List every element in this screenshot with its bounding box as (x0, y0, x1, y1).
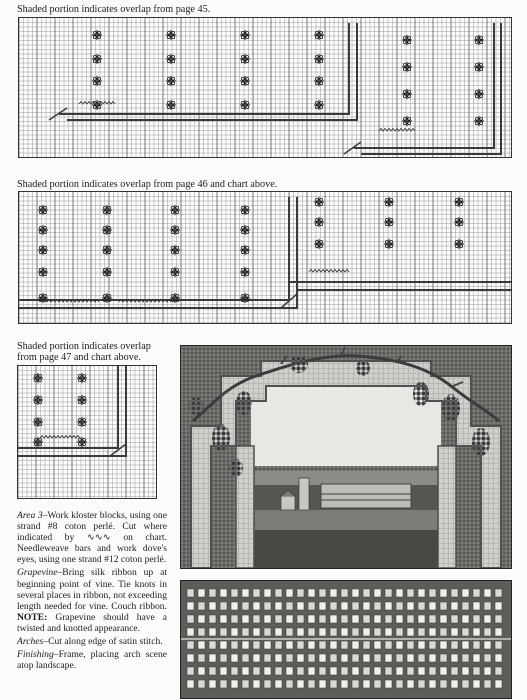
kloster-opening (308, 641, 315, 649)
kloster-opening (352, 667, 359, 675)
kloster-opening (385, 589, 392, 597)
kloster-opening (330, 667, 337, 675)
kloster-opening (451, 667, 458, 675)
kloster-opening (495, 602, 502, 610)
kloster-opening (253, 680, 260, 688)
kloster-opening (429, 628, 436, 636)
kloster-opening (495, 680, 502, 688)
kloster-opening (429, 602, 436, 610)
kloster-opening (275, 602, 282, 610)
dove-eye-motif (170, 245, 180, 255)
kloster-opening (264, 680, 271, 688)
kloster-opening (198, 589, 205, 597)
kloster-opening (231, 680, 238, 688)
kloster-opening (451, 641, 458, 649)
dove-eye-motif (33, 437, 43, 447)
kloster-opening (264, 589, 271, 597)
dove-eye-motif (102, 225, 112, 235)
dove-eye-motif (38, 245, 48, 255)
kloster-opening (462, 628, 469, 636)
kloster-opening (440, 680, 447, 688)
chart1-caption: Shaded portion indicates overlap from page 45. (17, 4, 211, 15)
kloster-opening (363, 654, 370, 662)
kloster-opening (418, 654, 425, 662)
kloster-opening (374, 615, 381, 623)
kloster-opening (374, 654, 381, 662)
kloster-opening (286, 680, 293, 688)
kloster-opening (396, 680, 403, 688)
kloster-opening (440, 654, 447, 662)
kloster-opening (484, 589, 491, 597)
kloster-opening (253, 615, 260, 623)
kloster-opening (220, 654, 227, 662)
kloster-opening (363, 615, 370, 623)
arches-instruction (17, 636, 167, 647)
kloster-opening (429, 641, 436, 649)
cut-symbol: ∿∿∿ (86, 532, 111, 544)
kloster-opening (187, 602, 194, 610)
grapevine-note-text: Grapevine should have a twisted and knotted appearance. (17, 611, 167, 634)
kloster-opening (330, 680, 337, 688)
kloster-opening (264, 667, 271, 675)
chart1-grid (18, 17, 512, 158)
chart2-caption: Shaded portion indicates overlap from page 46 and chart above. (17, 179, 278, 190)
kloster-opening (484, 654, 491, 662)
dove-eye-motif (314, 54, 324, 64)
kloster-opening (231, 667, 238, 675)
kloster-opening (231, 615, 238, 623)
kloster-opening (385, 680, 392, 688)
dove-eye-motif (102, 293, 112, 303)
kloster-opening (242, 654, 249, 662)
kloster-opening (220, 680, 227, 688)
kloster-opening (198, 602, 205, 610)
kloster-opening (308, 680, 315, 688)
kloster-opening (484, 615, 491, 623)
kloster-opening (374, 667, 381, 675)
dove-eye-motif (170, 293, 180, 303)
kloster-opening (341, 615, 348, 623)
chart2-drawing (19, 192, 511, 323)
kloster-opening (451, 628, 458, 636)
kloster-opening (385, 602, 392, 610)
kloster-opening (352, 602, 359, 610)
dove-eye-motif (314, 76, 324, 86)
kloster-opening (264, 654, 271, 662)
kloster-opening (231, 602, 238, 610)
kloster-opening (220, 667, 227, 675)
kloster-opening (418, 602, 425, 610)
kloster-opening (286, 589, 293, 597)
kloster-opening (275, 641, 282, 649)
kloster-opening (473, 628, 480, 636)
kloster-opening (407, 628, 414, 636)
dove-eye-motif (102, 205, 112, 215)
kloster-opening (363, 628, 370, 636)
kloster-opening (396, 641, 403, 649)
kloster-opening (209, 615, 216, 623)
kloster-opening (253, 654, 260, 662)
kloster-opening (198, 628, 205, 636)
dove-eye-motif (102, 245, 112, 255)
arches-text: –Cut along edge of satin stitch. (43, 636, 163, 648)
kloster-opening (330, 589, 337, 597)
kloster-opening (495, 641, 502, 649)
kloster-opening (187, 628, 194, 636)
kloster-opening (462, 641, 469, 649)
kloster-opening (374, 680, 381, 688)
kloster-opening (451, 654, 458, 662)
kloster-opening (275, 589, 282, 597)
kloster-opening (209, 667, 216, 675)
satin-stitch-border (67, 23, 357, 120)
kloster-opening (429, 680, 436, 688)
kloster-opening (473, 680, 480, 688)
kloster-opening (198, 667, 205, 675)
kloster-opening (286, 641, 293, 649)
kloster-opening (286, 654, 293, 662)
kloster-opening (495, 615, 502, 623)
kloster-opening (319, 680, 326, 688)
kloster-opening (209, 654, 216, 662)
kloster-opening (418, 615, 425, 623)
kloster-opening (495, 628, 502, 636)
kloster-opening (440, 641, 447, 649)
kloster-opening (187, 667, 194, 675)
dove-eye-motif (314, 217, 324, 227)
kloster-opening (352, 628, 359, 636)
kloster-opening (385, 654, 392, 662)
kloster-opening (319, 641, 326, 649)
kloster-opening (198, 615, 205, 623)
kloster-opening (396, 602, 403, 610)
kloster-opening (495, 654, 502, 662)
dove-eye-motif (33, 395, 43, 405)
kloster-opening (231, 641, 238, 649)
kloster-opening (473, 615, 480, 623)
kloster-opening (297, 602, 304, 610)
kloster-opening (198, 641, 205, 649)
kloster-opening (220, 602, 227, 610)
dove-eye-motif (314, 239, 324, 249)
kloster-opening (363, 667, 370, 675)
kloster-opening (418, 667, 425, 675)
finishing-term: Finishing (17, 649, 54, 661)
kloster-opening (242, 628, 249, 636)
chart2-grid (18, 191, 512, 324)
kloster-opening (242, 680, 249, 688)
kloster-opening (440, 589, 447, 597)
kloster-opening (473, 654, 480, 662)
kloster-opening (220, 641, 227, 649)
kloster-opening (187, 680, 194, 688)
kloster-opening (209, 628, 216, 636)
dove-eye-motif (314, 100, 324, 110)
kloster-opening (429, 615, 436, 623)
chart3-drawing (18, 366, 156, 498)
kloster-opening (418, 641, 425, 649)
kloster-opening (385, 667, 392, 675)
kloster-opening (352, 641, 359, 649)
finishing-instruction (17, 649, 167, 671)
kloster-opening (264, 602, 271, 610)
dove-eye-motif (170, 225, 180, 235)
dove-eye-motif (170, 205, 180, 215)
kloster-opening (473, 667, 480, 675)
kloster-opening (363, 641, 370, 649)
kloster-opening (319, 589, 326, 597)
kloster-opening (418, 589, 425, 597)
kloster-opening (462, 602, 469, 610)
kloster-opening (187, 654, 194, 662)
kloster-opening (473, 602, 480, 610)
kloster-opening (308, 667, 315, 675)
dove-eye-motif (33, 373, 43, 383)
kloster-opening (275, 667, 282, 675)
grapevine-instruction (17, 567, 167, 634)
kloster-opening (187, 589, 194, 597)
kloster-opening (374, 602, 381, 610)
kloster-opening (396, 628, 403, 636)
area3-text-cont: on chart. Needleweave bars and work dove's eyes, using one strand #12 coton perlé. (17, 532, 167, 566)
kloster-opening (440, 615, 447, 623)
kloster-opening (297, 680, 304, 688)
kloster-opening (187, 615, 194, 623)
kloster-opening (242, 589, 249, 597)
kloster-opening (429, 667, 436, 675)
kloster-opening (363, 589, 370, 597)
kloster-opening (308, 602, 315, 610)
kloster-opening (242, 615, 249, 623)
kloster-opening (341, 589, 348, 597)
kloster-opening (198, 654, 205, 662)
kloster-opening (297, 589, 304, 597)
kloster-opening (275, 628, 282, 636)
kloster-opening (330, 602, 337, 610)
kloster-opening (341, 654, 348, 662)
kloster-opening (242, 641, 249, 649)
kloster-opening (187, 641, 194, 649)
kloster-opening (264, 641, 271, 649)
kloster-opening (451, 680, 458, 688)
kloster-opening (352, 654, 359, 662)
kloster-opening (495, 667, 502, 675)
stitching-instructions (17, 510, 167, 673)
kloster-opening (407, 615, 414, 623)
dove-eye-motif (38, 205, 48, 215)
kloster-opening (209, 680, 216, 688)
kloster-opening (275, 680, 282, 688)
kloster-opening (275, 615, 282, 623)
kloster-opening (418, 680, 425, 688)
cut-line (40, 436, 80, 439)
kloster-opening (341, 602, 348, 610)
kloster-opening (352, 680, 359, 688)
kloster-opening (308, 654, 315, 662)
kloster-opening (264, 615, 271, 623)
kloster-opening (407, 641, 414, 649)
kloster-opening (286, 667, 293, 675)
kloster-opening (429, 589, 436, 597)
kloster-opening (286, 602, 293, 610)
kloster-opening (330, 654, 337, 662)
dove-eye-motif (38, 293, 48, 303)
kloster-opening (231, 654, 238, 662)
dove-eye-motif (92, 76, 102, 86)
kloster-opening (440, 628, 447, 636)
grapevine-note-label: NOTE: (17, 611, 48, 623)
finishing-text: –Frame, placing arch scene atop landscape. (17, 649, 167, 672)
kloster-opening (253, 641, 260, 649)
kloster-opening (231, 628, 238, 636)
kloster-opening (319, 667, 326, 675)
grapevine-term: Grapevine (17, 567, 58, 579)
kloster-opening (330, 615, 337, 623)
kloster-opening (462, 589, 469, 597)
kloster-opening (220, 615, 227, 623)
kloster-opening (319, 602, 326, 610)
chart3-caption-line1: Shaded portion indicates overlap (17, 341, 151, 352)
kloster-opening (341, 667, 348, 675)
kloster-opening (440, 667, 447, 675)
kloster-opening (242, 602, 249, 610)
kloster-opening (286, 615, 293, 623)
kloster-opening (429, 654, 436, 662)
kloster-opening (385, 615, 392, 623)
kloster-opening (462, 667, 469, 675)
kloster-opening (209, 589, 216, 597)
dove-eye-motif (92, 54, 102, 64)
kloster-opening (418, 628, 425, 636)
kloster-opening (495, 589, 502, 597)
kloster-opening (374, 641, 381, 649)
dove-eye-motif (33, 417, 43, 427)
kloster-opening (363, 680, 370, 688)
kloster-opening (319, 654, 326, 662)
kloster-opening (352, 589, 359, 597)
kloster-opening (462, 615, 469, 623)
kloster-opening (484, 641, 491, 649)
kloster-opening (396, 589, 403, 597)
chart1-drawing (19, 18, 511, 157)
kloster-opening (253, 602, 260, 610)
arch-scene-illustration (181, 346, 511, 568)
kloster-opening (297, 667, 304, 675)
chart3-caption-line2: from page 47 and chart above. (17, 352, 141, 363)
kloster-opening (473, 589, 480, 597)
kloster-opening (297, 628, 304, 636)
kloster-opening (484, 667, 491, 675)
kloster-opening (253, 589, 260, 597)
kloster-opening (341, 641, 348, 649)
kloster-opening (308, 615, 315, 623)
kloster-opening (462, 654, 469, 662)
kloster-opening (220, 589, 227, 597)
kloster-opening (407, 602, 414, 610)
kloster-opening (308, 589, 315, 597)
kloster-opening (473, 641, 480, 649)
kloster-opening (396, 667, 403, 675)
area3-instruction (17, 510, 167, 565)
kloster-opening (286, 628, 293, 636)
kloster-opening (407, 680, 414, 688)
kloster-opening (319, 628, 326, 636)
chart3-grid (17, 365, 157, 499)
kloster-opening (209, 641, 216, 649)
kloster-opening (407, 589, 414, 597)
kloster-opening (341, 628, 348, 636)
kloster-opening (451, 602, 458, 610)
arch-scene-photo (180, 345, 512, 569)
kloster-opening (198, 680, 205, 688)
kloster-band-photo (180, 580, 512, 699)
satin-stitch-border (19, 197, 297, 308)
kloster-opening (484, 602, 491, 610)
hardanger-band-illustration (181, 581, 511, 698)
kloster-opening (297, 641, 304, 649)
kloster-opening (330, 628, 337, 636)
dove-eye-motif (38, 225, 48, 235)
kloster-opening (242, 667, 249, 675)
kloster-opening (451, 589, 458, 597)
kloster-opening (253, 628, 260, 636)
kloster-opening (308, 628, 315, 636)
kloster-opening (462, 680, 469, 688)
kloster-opening (484, 680, 491, 688)
kloster-opening (363, 602, 370, 610)
kloster-opening (407, 654, 414, 662)
kloster-opening (264, 628, 271, 636)
kloster-opening (440, 602, 447, 610)
kloster-opening (385, 641, 392, 649)
grapevine-text: –Bring silk ribbon up at beginning point of vine. Tie knots in several places in ribbon, not exceeding length needed for vine. Couch ribbon. (17, 567, 167, 612)
kloster-opening (396, 615, 403, 623)
kloster-opening (253, 667, 260, 675)
kloster-opening (297, 615, 304, 623)
kloster-opening (209, 602, 216, 610)
kloster-opening (385, 628, 392, 636)
kloster-opening (352, 615, 359, 623)
kloster-opening (330, 641, 337, 649)
kloster-opening (374, 628, 381, 636)
kloster-opening (297, 654, 304, 662)
kloster-opening (396, 654, 403, 662)
kloster-opening (231, 589, 238, 597)
kloster-opening (220, 628, 227, 636)
area3-text: –Work kloster blocks, using one strand #8 coton perlé. Cut where indicated by (17, 510, 167, 544)
kloster-opening (407, 667, 414, 675)
satin-stitch-border (59, 23, 349, 114)
kloster-opening (275, 654, 282, 662)
kloster-opening (341, 680, 348, 688)
arches-term: Arches (17, 636, 44, 648)
kloster-opening (319, 615, 326, 623)
area3-term: Area 3 (17, 510, 43, 521)
kloster-opening (451, 615, 458, 623)
kloster-opening (374, 589, 381, 597)
kloster-opening (484, 628, 491, 636)
